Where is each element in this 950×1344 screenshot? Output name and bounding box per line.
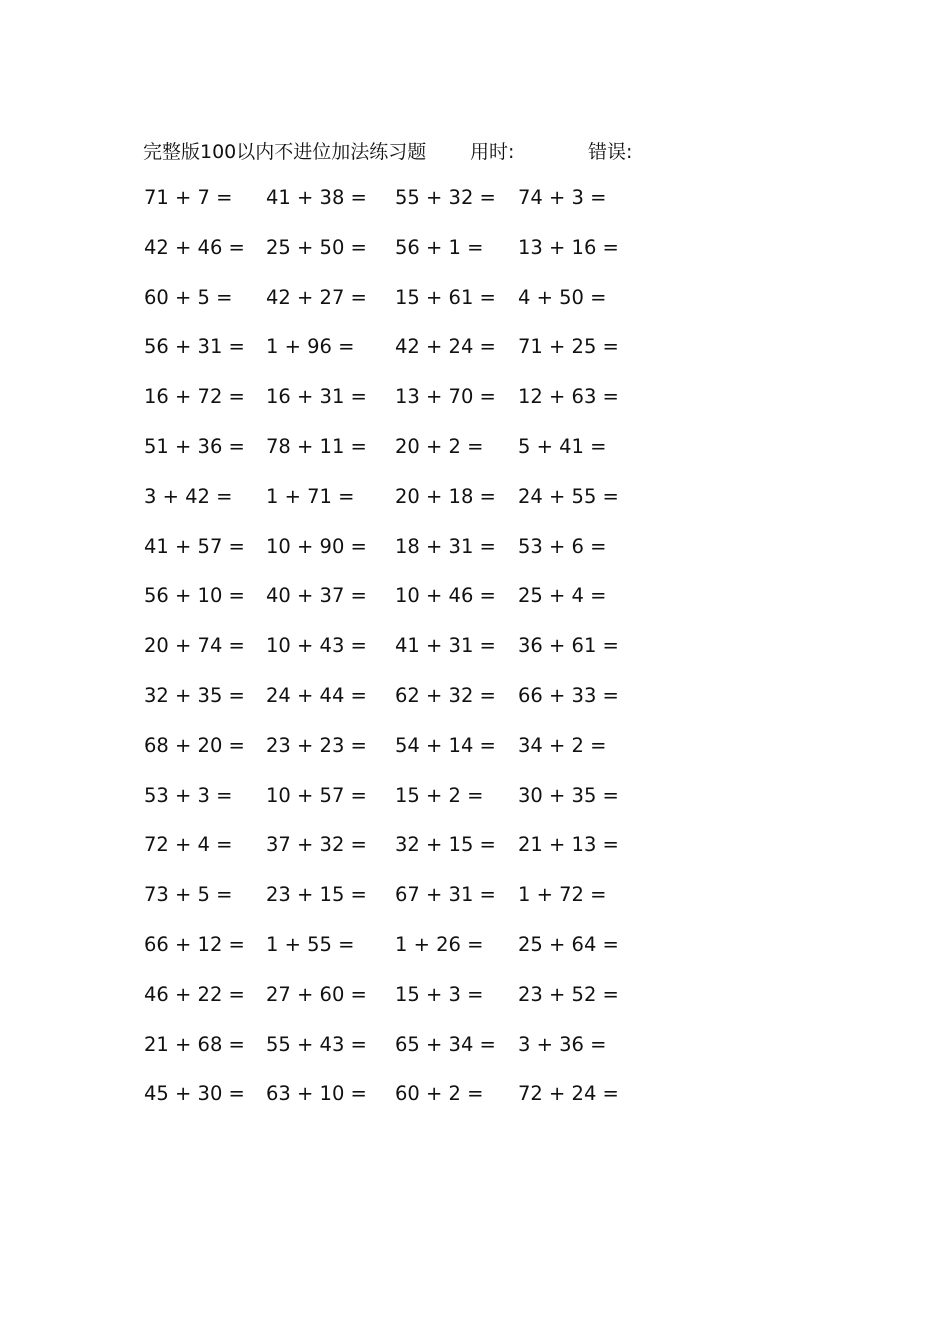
addition-problem: 25 + 4 = bbox=[518, 584, 607, 608]
problem-row bbox=[0, 734, 950, 764]
problem-row bbox=[0, 286, 950, 316]
addition-problem: 27 + 60 = bbox=[266, 982, 367, 1006]
addition-problem: 1 + 71 = bbox=[266, 484, 355, 508]
addition-problem: 5 + 41 = bbox=[518, 435, 607, 458]
errors-label: 错误: bbox=[588, 141, 633, 163]
addition-problem: 51 + 36 = bbox=[144, 435, 245, 458]
addition-problem: 34 + 2 = bbox=[518, 733, 607, 757]
addition-problem: 41 + 31 = bbox=[395, 634, 496, 658]
addition-problem: 16 + 72 = bbox=[144, 385, 245, 409]
addition-problem: 60 + 5 = bbox=[144, 285, 233, 309]
addition-problem: 4 + 50 = bbox=[518, 285, 607, 309]
addition-problem: 41 + 38 = bbox=[266, 186, 367, 209]
addition-problem: 23 + 52 = bbox=[518, 982, 619, 1006]
problem-row bbox=[0, 535, 950, 565]
problem-row bbox=[0, 684, 950, 714]
addition-problem: 21 + 13 = bbox=[518, 833, 619, 857]
addition-problem: 30 + 35 = bbox=[518, 783, 619, 807]
addition-problem: 68 + 20 = bbox=[144, 733, 245, 757]
addition-problem: 10 + 57 = bbox=[266, 783, 367, 807]
addition-problem: 23 + 23 = bbox=[266, 733, 367, 757]
addition-problem: 67 + 31 = bbox=[395, 883, 496, 907]
addition-problem: 66 + 12 = bbox=[144, 933, 245, 956]
addition-problem: 56 + 1 = bbox=[395, 235, 484, 259]
addition-problem: 25 + 50 = bbox=[266, 235, 367, 259]
addition-problem: 1 + 72 = bbox=[518, 883, 607, 907]
addition-problem: 21 + 68 = bbox=[144, 1032, 245, 1056]
addition-problem: 10 + 46 = bbox=[395, 584, 496, 608]
addition-problem: 20 + 18 = bbox=[395, 484, 496, 508]
addition-problem: 1 + 96 = bbox=[266, 335, 355, 359]
problem-row bbox=[0, 236, 950, 266]
addition-problem: 3 + 42 = bbox=[144, 484, 233, 508]
addition-problem: 24 + 55 = bbox=[518, 484, 619, 508]
addition-problem: 65 + 34 = bbox=[395, 1032, 496, 1056]
addition-problem: 15 + 3 = bbox=[395, 982, 484, 1006]
addition-problem: 10 + 90 = bbox=[266, 534, 367, 558]
addition-problem: 55 + 32 = bbox=[395, 186, 496, 209]
addition-problem: 72 + 4 = bbox=[144, 833, 233, 857]
worksheet-header bbox=[0, 137, 950, 165]
addition-problem: 55 + 43 = bbox=[266, 1032, 367, 1056]
problem-row bbox=[0, 385, 950, 415]
addition-problem: 73 + 5 = bbox=[144, 883, 233, 907]
addition-problem: 18 + 31 = bbox=[395, 534, 496, 558]
addition-problem: 24 + 44 = bbox=[266, 684, 367, 707]
problem-row bbox=[0, 784, 950, 814]
problem-row bbox=[0, 335, 950, 365]
addition-problem: 1 + 26 = bbox=[395, 933, 484, 956]
problem-row bbox=[0, 933, 950, 963]
problem-row bbox=[0, 634, 950, 664]
problem-row bbox=[0, 883, 950, 913]
addition-problem: 42 + 27 = bbox=[266, 285, 367, 309]
time-label: 用时: bbox=[470, 141, 515, 163]
addition-problem: 32 + 35 = bbox=[144, 684, 245, 707]
addition-problem: 66 + 33 = bbox=[518, 684, 619, 707]
addition-problem: 45 + 30 = bbox=[144, 1082, 245, 1106]
addition-problem: 15 + 61 = bbox=[395, 285, 496, 309]
addition-problem: 15 + 2 = bbox=[395, 783, 484, 807]
problem-row bbox=[0, 983, 950, 1013]
problem-row bbox=[0, 833, 950, 863]
problem-row bbox=[0, 1082, 950, 1112]
addition-problem: 56 + 10 = bbox=[144, 584, 245, 608]
addition-problem: 78 + 11 = bbox=[266, 435, 367, 458]
addition-problem: 54 + 14 = bbox=[395, 733, 496, 757]
problem-row bbox=[0, 435, 950, 465]
addition-problem: 3 + 36 = bbox=[518, 1032, 607, 1056]
problem-row bbox=[0, 485, 950, 515]
addition-problem: 13 + 70 = bbox=[395, 385, 496, 409]
addition-problem: 53 + 6 = bbox=[518, 534, 607, 558]
addition-problem: 37 + 32 = bbox=[266, 833, 367, 857]
addition-problem: 74 + 3 = bbox=[518, 186, 607, 209]
addition-problem: 72 + 24 = bbox=[518, 1082, 619, 1106]
addition-problem: 53 + 3 = bbox=[144, 783, 233, 807]
worksheet-title: 完整版100以内不进位加法练习题 bbox=[143, 141, 427, 163]
addition-problem: 60 + 2 = bbox=[395, 1082, 484, 1106]
addition-problem: 23 + 15 = bbox=[266, 883, 367, 907]
addition-problem: 40 + 37 = bbox=[266, 584, 367, 608]
problem-row bbox=[0, 584, 950, 614]
addition-problem: 16 + 31 = bbox=[266, 385, 367, 409]
addition-problem: 32 + 15 = bbox=[395, 833, 496, 857]
addition-problem: 41 + 57 = bbox=[144, 534, 245, 558]
addition-problem: 71 + 7 = bbox=[144, 186, 233, 209]
addition-problem: 42 + 46 = bbox=[144, 235, 245, 259]
addition-problem: 20 + 2 = bbox=[395, 435, 484, 458]
addition-problem: 13 + 16 = bbox=[518, 235, 619, 259]
addition-problem: 63 + 10 = bbox=[266, 1082, 367, 1106]
addition-problem: 46 + 22 = bbox=[144, 982, 245, 1006]
addition-problem: 62 + 32 = bbox=[395, 684, 496, 707]
addition-problem: 12 + 63 = bbox=[518, 385, 619, 409]
problem-row bbox=[0, 186, 950, 216]
addition-problem: 36 + 61 = bbox=[518, 634, 619, 658]
addition-problem: 10 + 43 = bbox=[266, 634, 367, 658]
problem-row bbox=[0, 1033, 950, 1063]
addition-problem: 25 + 64 = bbox=[518, 933, 619, 956]
addition-problem: 56 + 31 = bbox=[144, 335, 245, 359]
addition-problem: 1 + 55 = bbox=[266, 933, 355, 956]
addition-problem: 71 + 25 = bbox=[518, 335, 619, 359]
addition-problem: 20 + 74 = bbox=[144, 634, 245, 658]
addition-problem: 42 + 24 = bbox=[395, 335, 496, 359]
